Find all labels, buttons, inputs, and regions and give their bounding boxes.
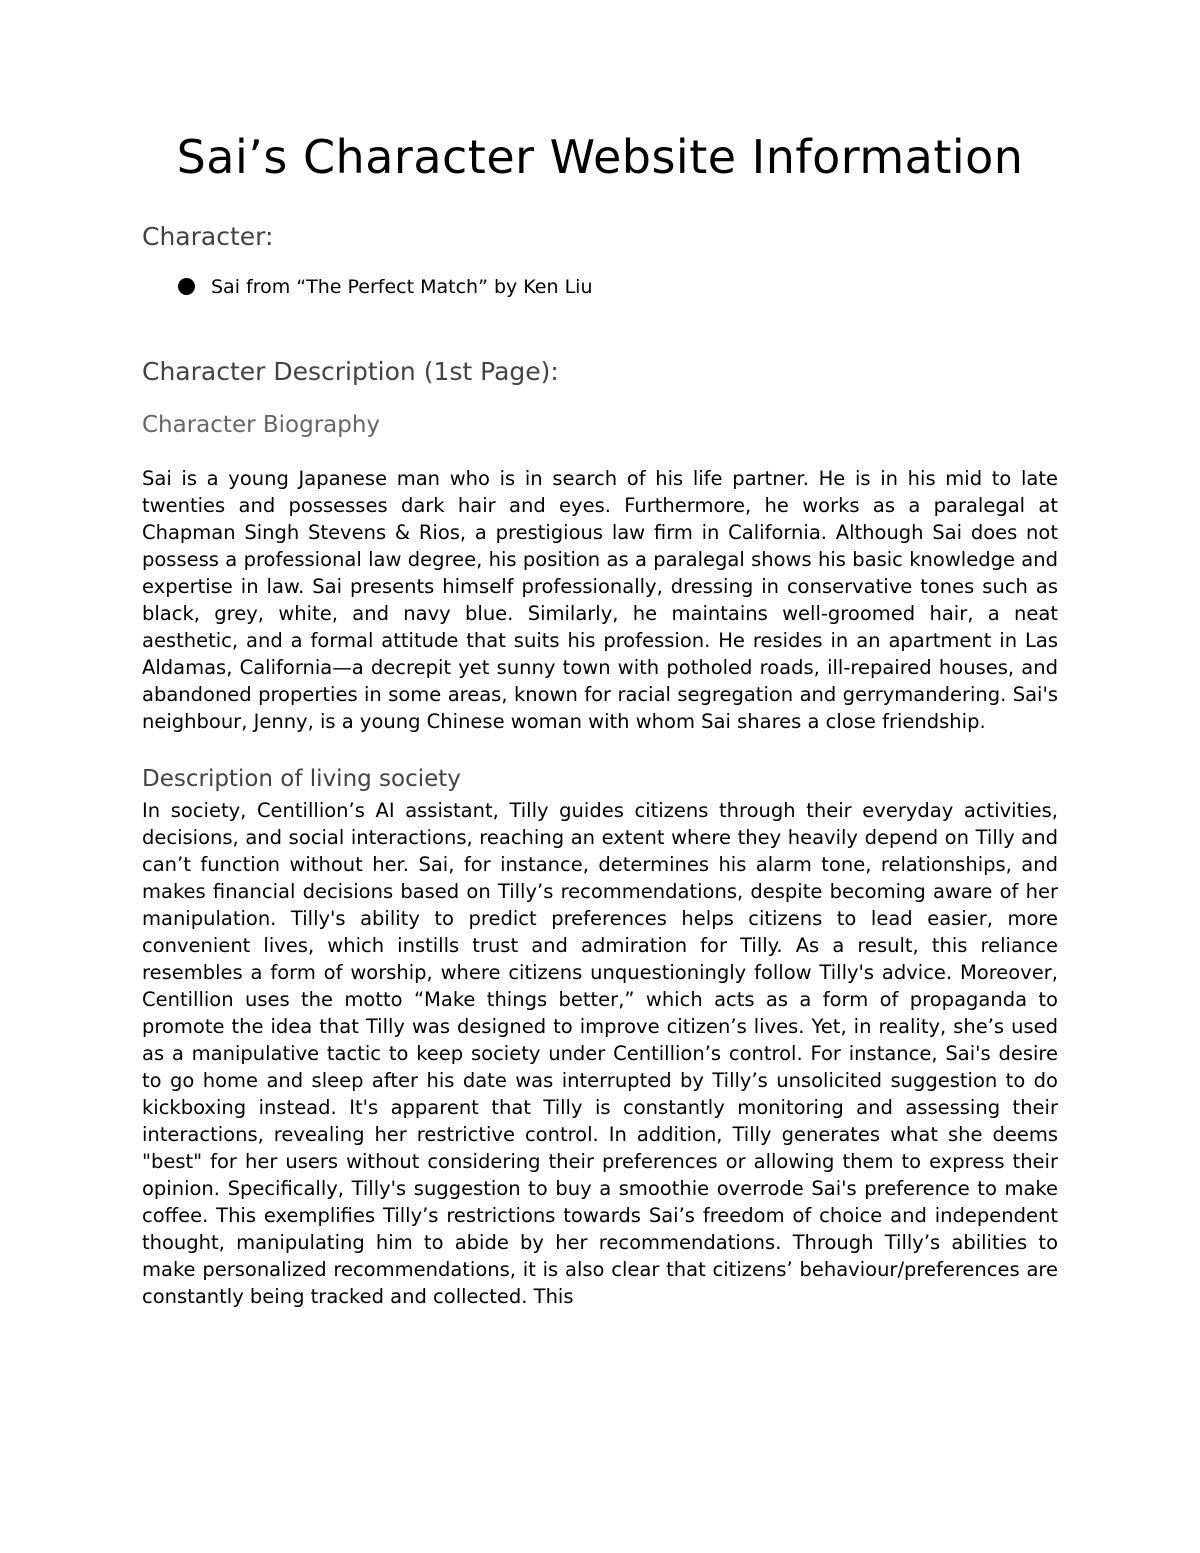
character-list [142, 274, 1058, 301]
biography-heading: Character Biography [142, 411, 381, 438]
bullet-icon [178, 278, 195, 295]
description-heading: Character Description (1st Page): [142, 357, 559, 387]
list-item [178, 274, 1058, 301]
document-title: Sai’s Character Website Information [176, 130, 1024, 184]
biography-paragraph: Sai is a young Japanese man who is in search of his life partner. He is in his mid to late twenties and possesses dark hair and eyes. Furthermore, he works as a paralegal at Chapman Singh Stevens & Rios, a prestigious law firm in California. Although Sai does not possess a professional law degree, his position as a paralegal shows his basic knowledge and expertise in law. Sai presents himself professionally, dressing in conservative tones such as black, grey, white, and navy blue. Similarly, he maintains well-groomed hair, a neat aesthetic, and a formal attitude that suits his profession. He resides in an apartment in Las Aldamas, California—a decrepit yet sunny town with potholed roads, ill-repaired houses, and abandoned properties in some areas, known for racial segregation and gerrymandering. Sai's neighbour, Jenny, is a young Chinese woman with whom Sai shares a close friendship. [142, 466, 1058, 733]
living-society-heading: Description of living society [142, 765, 461, 792]
character-item-text: Sai from “The Perfect Match” by Ken Liu [211, 275, 593, 298]
document-page [142, 130, 1058, 1310]
living-society-paragraph: In society, Centillion’s AI assistant, Tilly guides citizens through their everyday activities, decisions, and social interactions, reaching an extent where they heavily depend on Tilly and can’t function without her. Sai, for instance, determines his alarm tone, relationships, and makes financial decisions based on Tilly’s recommendations, despite becoming aware of her manipulation. Tilly's ability to predict preferences helps citizens to lead easier, more convenient lives, which instills trust and admiration for Tilly. As a result, this reliance resembles a form of worship, where citizens unquestioningly follow Tilly's advice. Moreover, Centillion uses the motto “Make things better,” which acts as a form of propaganda to promote the idea that Tilly was designed to improve citizen’s lives. Yet, in reality, she’s used as a manipulative tactic to keep society under Centillion’s control. For instance, Sai's desire to go home and sleep after his date was interrupted by Tilly’s unsolicited suggestion to do kickboxing instead. It's apparent that Tilly is constantly monitoring and assessing their interactions, revealing her restrictive control. In addition, Tilly generates what she deems "best" for her users without considering their preferences or allowing them to express their opinion. Specifically, Tilly's suggestion to buy a smoothie overrode Sai's preference to make coffee. This exemplifies Tilly’s restrictions towards Sai’s freedom of choice and independent thought, manipulating him to abide by her recommendations. Through Tilly’s abilities to make personalized recommendations, it is also clear that citizens’ behaviour/preferences are constantly being tracked and collected. This [142, 798, 1058, 1308]
character-heading: Character: [142, 222, 274, 252]
